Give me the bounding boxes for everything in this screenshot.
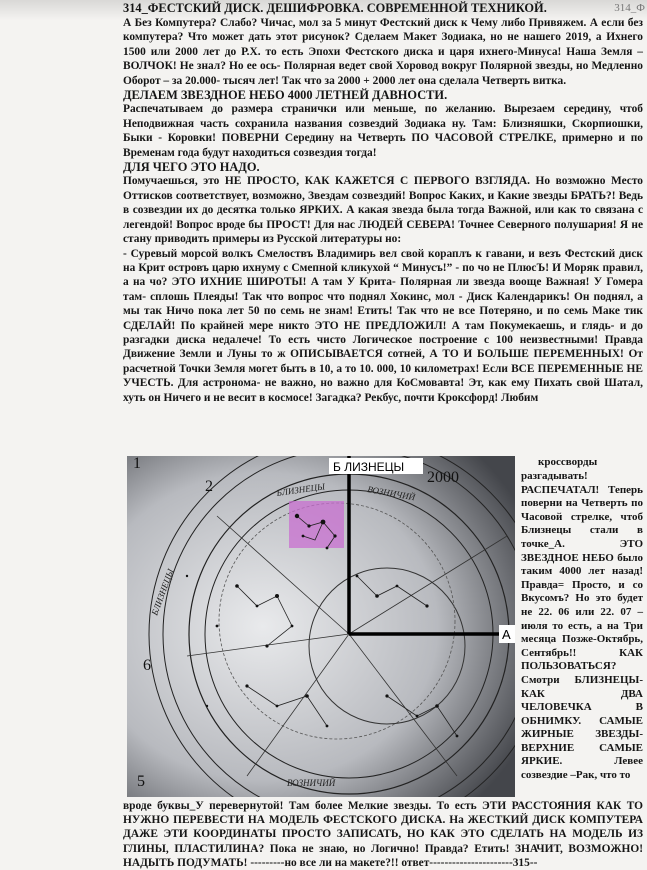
crossword-word: кроссворды [538,456,598,468]
heading-why: ДЛЯ ЧЕГО ЭТО НАДО. [123,160,260,175]
number-2: 2 [205,478,213,495]
sidebar-paragraph: разгадывать! РАСПЕЧАТАЛ! Теперь поверни на Четверть по Часовой стрелке, чтоб Близнецы стали в точке_А. ЭТО ЗВЕЗДНОЕ НЕБО было таким 4000 лет назад! Правда= Просто, и со Вкусомъ? Но это будет не 22. 06 или 22. 07 – июля то есть, а на Три месяца Позже-Октябрь, Сентябрь!! КАК ПОЛЬЗОВАТЬСЯ? Смотри БЛИЗНЕЦЫ-КАК ДВА ЧЕЛОВЕЧКА В ОБНИМКУ. САМЫЕ ЖИРНЫЕ ЗВЕЗДЫ- ВЕРХНИЕ САМЫЕ ЯРКИЕ. Левее созвездие –Рак, что то [521,470,643,782]
number-1: 1 [133,456,141,472]
corner-text: 314_Ф [614,2,645,14]
number-5: 5 [137,773,145,790]
label-gemini-top: Б ЛИЗНЕЦЫ [333,460,405,474]
paragraph-quote: - Суревый морсой волкъ Смелоствъ Владимирь вел свой кораплъ к гавани, и везъ Фестский диск на Крит островъ царю ихнуму с Смепной кликухой “ Минусъ!” - по чо не ПлюсЪ! И Моряк правил, а на чо? ЭТО ИХНИЕ ШИРОТЫ! А там У Крита- Полярная ли звезда вооще Важная! У Гомера там- сплошь Плеяды! Так что вопрос что поднял Хокинс, мол - Диск Календарикъ! Он поднял, а мы так Ничо пока лет 50 по семь не знам! Етить! Так что не все Потеряно, и по семь Маке тик СДЕЛАЙ! По крайней мере никто ЭТО НЕ ПРЕДЛОЖИЛ! А там Покумекаешь, и глядь- и до разгадки диска недалече! То есть чисто Логическое построение с 100 неизвестными! Правда Движение Земли и Луны то ж ОПИСЫВАЕТСЯ сотней, А ТО И БОЛЬШЕ ПЕРЕМЕННЫХ! От расчетной Точки Земля могет быть в 10, а то 10. 000, 10 километрах! Если ВСЕ ПЕРЕМЕННЫЕ НЕ УЧЕСТЬ. Для астронома- не важно, но важно для КоСмовавта! Эт, как ему Пихать свой Шатал, хуть он Ничего и не весит в космосе! Загадка? Рекбус, почти Кроксфорд! Любим [123,247,643,404]
sidebar-text [521,470,643,783]
ring-label-gemini: БЛИЗНЕЦЫ [275,481,326,498]
ring-label-bottom: ВОЗНИЧИЙ [287,778,336,788]
text-block-bottom [123,799,643,870]
paragraph-3: Помучаешься, это НЕ ПРОСТО, КАК КАЖЕТСЯ С ПЕРВОГО ВЗГЛЯДА. Но возможно Место Оттисков соответствует, возможно, Звездам созвездий! Вопрос Каких, и Какие звезды БРАТЬ?! Ведь в созвездии их до десятка только ЯРКИХ. А какая звезда была тогда Важной, или как то связана с легендой! Вопрос вроде бы ПРОСТ! Для нас ЛЮДЕЙ СЕВЕРА! Точнее Северного полушария! Я не стану приводить примеры из Русской литературы но: [123,175,643,246]
text-block-intro [123,16,643,405]
paragraph-1: А Без Компутера? Слабо? Чичас, мол за 5 минут Фестский диск к Чему либо Привяжем. А если без компутера? Что может дать этот рисунок? Сделаем Макет Зодиака, но не нашего 2019, а Ихнего 1500 или 2000 лет до Р.Х. то есть Эпохи Фестского диска и царя ихнего-Минуса! Наша Земля – ВОЛЧОК! Не знал? Но ее ось- Полярная ведет свой Хоровод вокруг Полярной звезды, но Медленно Оборот – за 20.000- тысяч лет! Так что за 2000 + 2000 лет она сделала Четверть витка. [123,17,643,87]
ring-label-left: БЛИЗНЕЦЫ [149,567,176,617]
heading-starry-sky: ДЕЛАЕМ ЗВЕЗДНОЕ НЕБО 4000 ЛЕТНЕЙ ДАВНОСТИ. [123,88,448,103]
star-chart-svg [127,456,515,797]
label-point-a: А [502,627,511,642]
page-title: 314_ФЕСТСКИЙ ДИСК. ДЕШИФРОВКА. СОВРЕМЕННОЙ ТЕХНИКОЙ. [123,1,547,15]
number-6: 6 [143,657,151,674]
star-chart-figure [127,456,515,797]
paragraph-2: Распечатываем до размера странички или меньше, по желанию. Вырезаем середину, чтоб Неподвижная часть сохранила названия созвездий Зодиака ну. Там: Близняшки, Скорпиошки, Быки - Коровки! ПОВЕРНИ Середину на Четверть ПО ЧАСОВОЙ СТРЕЛКЕ, примерно и по Временам года будут находиться созвездия тогда! [123,103,643,159]
ring-label-auriga: ВОЗНИЧИЙ [366,484,416,503]
gemini-highlight [289,501,344,548]
paragraph-bottom: вроде буквы_У перевернутой! Там более Мелкие звезды. То есть ЭТИ РАССТОЯНИЯ КАК ТО НУЖНО ПЕРЕВЕСТИ НА МОДЕЛЬ ФЕСТСКОГО ДИСКА. На ЖЕСТКИЙ ДИСК КОМПУТЕРА ДАЖЕ ЭТИ КООРДИНАТЫ ПРОСТО ЗАПИСАТЬ, НО КАК ЭТО СДЕЛАТЬ НА МОДЕЛЬ ИЗ ГЛИНЫ, ПЛАСТИЛИНА? Пока не знаю, но Логично! Правда? Етить! ЗНАЧИТ, ВОЗМОЖНО! НАДЫТЬ ПОДУМАТЬ! ---------но все ли на макете?!! ответ----------------------315-- [123,800,643,869]
number-2000: 2000 [427,469,459,486]
